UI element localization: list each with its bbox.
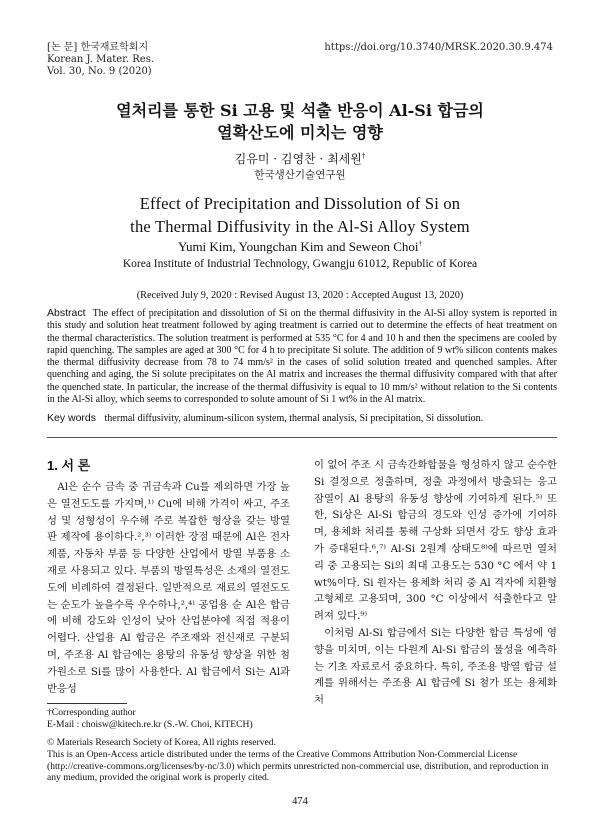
- title-en-line2: the Thermal Diffusivity in the Al-Si Alloy System: [130, 217, 470, 236]
- keywords-text: thermal diffusivity, aluminum-silicon system, thermal analysis, Si precipitation, Si dissolution.: [104, 413, 484, 424]
- title-ko-line1: 열처리를 통한 Si 고용 및 석출 반응이 Al-Si 합금의: [116, 101, 484, 120]
- dagger-en: †: [418, 239, 422, 248]
- keywords-label: Key words: [47, 412, 97, 424]
- doi-link[interactable]: https://doi.org/10.3740/MRSK.2020.30.9.474: [324, 42, 553, 53]
- dagger-ko: †: [361, 152, 366, 160]
- abstract-label: Abstract: [47, 307, 86, 319]
- right-column: [314, 457, 557, 709]
- right-paragraph-1: 이 없어 주조 시 금속간화합물을 형성하지 않고 순수한 Si 결정으로 정출하며, 정출 과정에서 방출되는 응고 잠열이 Al 용탕의 유동성 향상에 기여하게 된다.⁵⁾ 또한, Si상은 Al-Si 합금의 경도와 인성 증가에 기여하며, 용체화 처리를 통해 구상화 되면서 강도 향상 효과가 증대된다.⁶,⁷⁾ Al-Si 2원계 상태도⁸⁾에 따르면 열처리 중 고용되는 Si의 최대 고용도는 530 °C 에서 약 1 wt%이다. Si 원자는 용체화 처리 중 Al 격자에 치환형 고형체로 고용되며, 300 °C 이상에서 석출한다고 알려져 있다.⁹⁾: [314, 459, 557, 623]
- divider: [47, 437, 557, 438]
- authors-en-names: Yumi Kim, Youngchan Kim and Seweon Choi: [178, 239, 419, 254]
- affiliation-ko: 한국생산기술연구원: [254, 169, 346, 181]
- right-paragraph-2: 이처럼 Al-Si 합금에서 Si는 다양한 합금 특성에 영향을 미치며, 이는 다원계 Al-Si 합금의 물성을 예측하는 기초 자료로서 중요하다. 특히, 주조용 방열 합금 설계를 위해서는 주조용 Al 합금에 Si 첨가 또는 용체화 처: [314, 626, 557, 707]
- journal-volume: Vol. 30, No. 9 (2020): [47, 66, 152, 77]
- footnote-divider: [47, 703, 127, 704]
- title-en: [0, 192, 600, 238]
- page-number: 474: [292, 796, 308, 807]
- left-column: [47, 457, 290, 697]
- journal-name-en: Korean J. Mater. Res.: [47, 54, 155, 65]
- authors-ko: [0, 150, 600, 167]
- title-ko: [0, 100, 600, 144]
- title-en-line1: Effect of Precipitation and Dissolution of Si on: [139, 194, 461, 213]
- journal-name-ko: [논 문] 한국재료학회지: [47, 42, 149, 53]
- received-dates: (Received July 9, 2020 : Revised August 13, 2020 : Accepted August 13, 2020): [136, 290, 464, 301]
- footnote-email[interactable]: E-Mail : choisw@kitech.re.kr (S.-W. Choi, KITECH): [47, 719, 253, 730]
- footnote-corresponding: †Corresponding author: [47, 707, 136, 718]
- left-paragraph-1: Al은 순수 금속 중 귀금속과 Cu를 제외하면 가장 높은 열전도도를 가지며,¹⁾ Cu에 비해 가격이 싸고, 주조성 및 성형성이 우수해 주로 복잡한 형상을 갖는 방열판 제작에 용이하다.²,³⁾ 이러한 장점 때문에 Al은 전자제품, 자동차 부품 등 다양한 산업에서 방열 부품용 소재로 사용되고 있다. 부품의 방열특성은 소재의 열전도도에 비례하여 결정된다. 일반적으로 재료의 열전도도는 순도가 높을수록 우수하나,²,⁴⁾ 공업용 순 Al은 합금에 비해 강도와 인성이 낮아 산업분야에 직접 적용이 어렵다. 산업용 Al 합금은 주조재와 전신재로 구분되며, 주조용 Al 합금에는 용탕의 유동성 향상을 위한 첨가원소로 Si를 많이 사용한다. Al 합금에서 Si는 Al과 반응성: [47, 481, 290, 695]
- section-heading: 1. 서 론: [47, 458, 91, 473]
- authors-ko-names: 김유미 · 김영찬 · 최세원: [234, 152, 362, 166]
- journal-header: [47, 42, 154, 78]
- copyright-notice: © Materials Research Society of Korea, All rights reserved.: [47, 737, 276, 748]
- authors-en: [0, 239, 600, 255]
- affiliation-en: Korea Institute of Industrial Technology, Gwangju 61012, Republic of Korea: [122, 258, 478, 270]
- title-ko-line2: 열확산도에 미치는 영향: [217, 123, 383, 142]
- license-notice: This is an Open-Access article distributed under the terms of the Creative Commons Attribution Non-Commercial License (http://creative-commons.org/licenses/by-nc/3.0) which permits unrestricted non-commercial use, distribution, and reproduction in any medium, provided the original work is properly cited.: [47, 749, 549, 783]
- abstract-text: The effect of precipitation and dissolution of Si on the thermal diffusivity in the Al-Si alloy system is reported in this study and solution heat treatment followed by aging treatment is carried out to determine the effects of heat treatment on the thermal characteristics. The solution treatment is performed at 535 °C for 4 and 10 h and then the specimens are cooled by rapid quenching. The samples are aged at 300 °C for 4 h to precipitate Si solute. The addition of 9 wt% silicon contents makes the thermal diffusivity decrease from 78 to 74 mm/s² in the cases of solid solution treated and quenched samples. After quenching and aging, the Si solute precipitates on the Al matrix and increases the thermal diffusivity compared with that after the quenched state. In particular, the increase of the thermal diffusivity is equal to 10 mm/s² without relation to the Si contents in the Al-Si alloy, which seems to corresponded to solute amount of Si 1 wt% in the Al matrix.: [47, 308, 557, 406]
- abstract: [47, 307, 557, 406]
- keywords: [47, 412, 557, 424]
